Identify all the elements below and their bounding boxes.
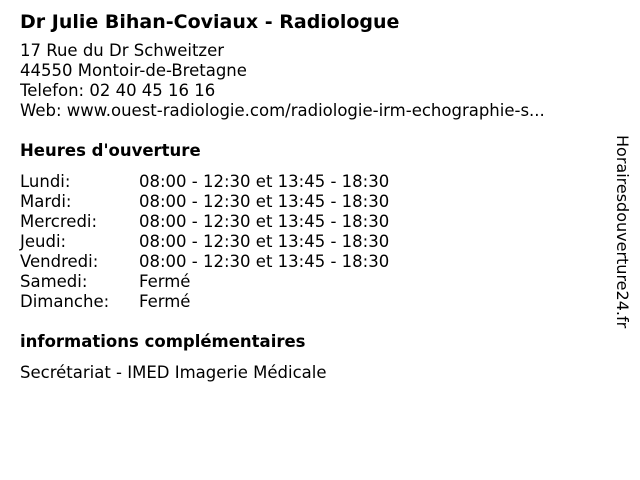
opening-hours-table	[20, 172, 600, 312]
day-hours: Fermé	[139, 292, 191, 311]
day-label: Mardi:	[20, 192, 72, 211]
day-label: Lundi:	[20, 172, 71, 191]
phone-number[interactable]: Telefon: 02 40 45 16 16	[20, 81, 216, 100]
hours-row-wednesday	[20, 212, 600, 232]
hours-row-sunday	[20, 292, 600, 312]
day-label: Samedi:	[20, 272, 88, 291]
street-address: 17 Rue du Dr Schweitzer	[20, 41, 225, 60]
day-label: Mercredi:	[20, 212, 98, 231]
address-block	[20, 41, 600, 121]
city-address: 44550 Montoir-de-Bretagne	[20, 61, 247, 80]
day-hours: 08:00 - 12:30 et 13:45 - 18:30	[139, 212, 390, 231]
day-label: Dimanche:	[20, 292, 110, 311]
additional-info-text: Secrétariat - IMED Imagerie Médicale	[20, 363, 327, 382]
additional-info-heading: informations complémentaires	[20, 332, 306, 351]
opening-hours-heading: Heures d'ouverture	[20, 141, 201, 160]
day-hours: 08:00 - 12:30 et 13:45 - 18:30	[139, 192, 390, 211]
website-link[interactable]: Web: www.ouest-radiologie.com/radiologie-irm-echographie-s...	[20, 101, 545, 120]
hours-row-monday	[20, 172, 600, 192]
day-hours: 08:00 - 12:30 et 13:45 - 18:30	[139, 232, 390, 251]
day-label: Vendredi:	[20, 252, 99, 271]
day-hours: 08:00 - 12:30 et 13:45 - 18:30	[139, 252, 390, 271]
page-title: Dr Julie Bihan-Coviaux - Radiologue	[20, 11, 400, 33]
hours-row-friday	[20, 252, 600, 272]
brand-watermark: Horairesdouverture24.fr	[613, 135, 632, 329]
day-hours: Fermé	[139, 272, 191, 291]
day-hours: 08:00 - 12:30 et 13:45 - 18:30	[139, 172, 390, 191]
hours-row-tuesday	[20, 192, 600, 212]
day-label: Jeudi:	[20, 232, 67, 251]
hours-row-saturday	[20, 272, 600, 292]
listing-card	[20, 10, 600, 383]
hours-row-thursday	[20, 232, 600, 252]
